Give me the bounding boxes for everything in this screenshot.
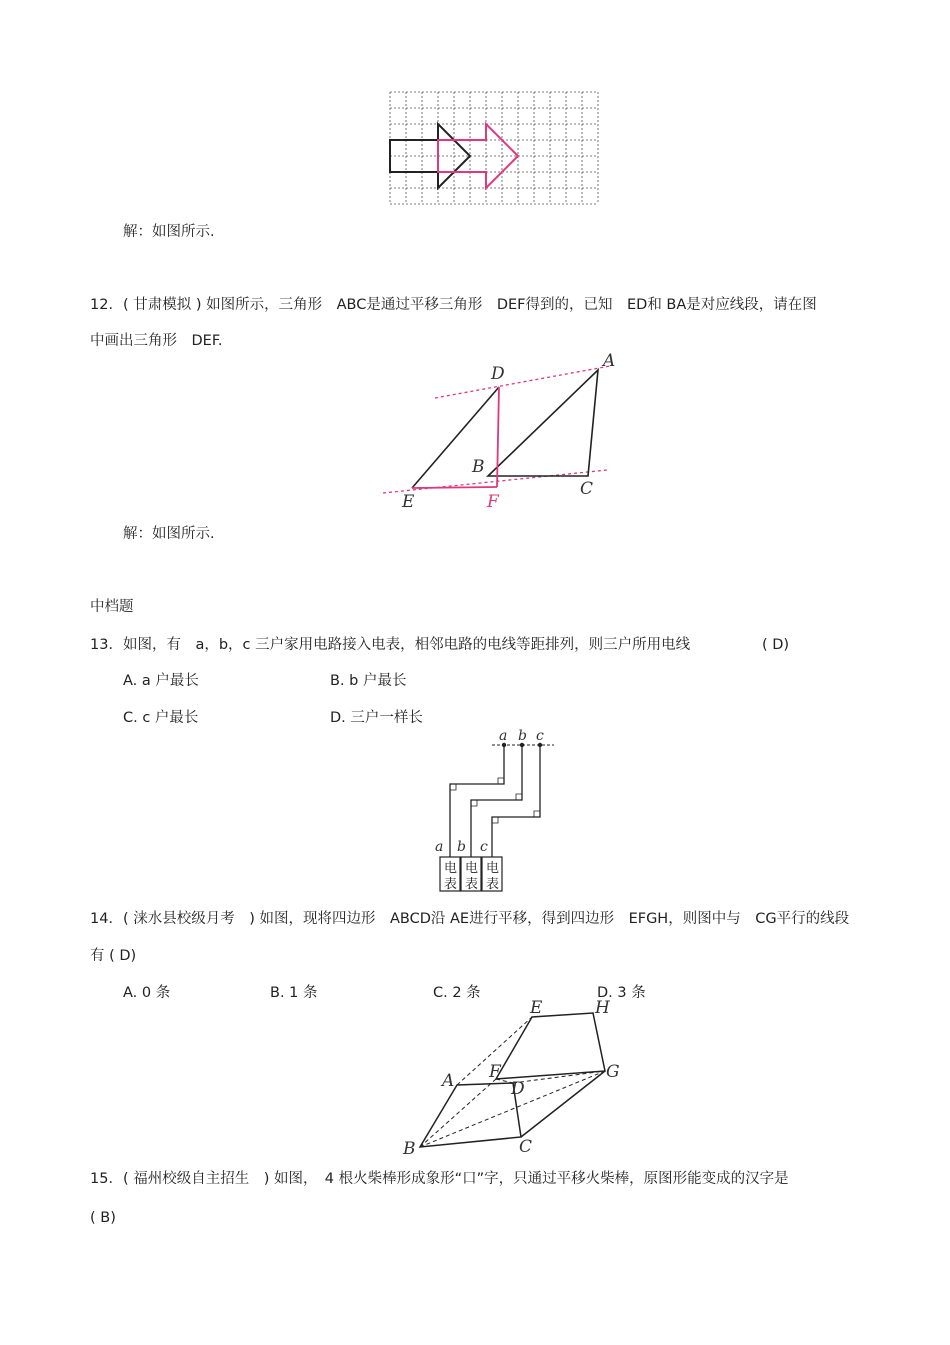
label-c: C xyxy=(519,1137,533,1157)
q13-option-c: C. c 户最长 xyxy=(123,710,199,726)
grid-lines xyxy=(390,92,598,204)
q11-grid-figure xyxy=(388,90,602,208)
label-b: B xyxy=(403,1139,416,1159)
meter-b-top: 电 xyxy=(465,861,479,876)
q14-option-d: D. 3 条 xyxy=(597,985,646,1001)
guide-line-top xyxy=(435,366,610,398)
segment-ed xyxy=(412,387,499,488)
label-f: F xyxy=(489,1062,501,1082)
label-g: G xyxy=(606,1062,620,1082)
segment-df xyxy=(497,387,499,487)
label-b-bottom: b xyxy=(457,839,466,855)
q14-option-b: B. 1 条 xyxy=(270,985,318,1001)
label-d: D xyxy=(511,1079,525,1099)
segment-cg xyxy=(521,1071,605,1137)
label-a-bottom: a xyxy=(435,839,444,855)
label-c-bottom: c xyxy=(480,839,488,855)
q13-circuit-figure xyxy=(430,726,560,894)
q14-line-2: 有 ( D) xyxy=(90,948,137,964)
q15-line-2: ( B) xyxy=(90,1210,116,1226)
q13-stem: 13．如图，有 a，b，c 三户家用电路接入电表，相邻电路的电线等距排列，则三户所用电线 xyxy=(90,637,691,653)
label-a: a xyxy=(499,728,508,744)
label-a: A xyxy=(603,351,616,371)
q15-line-1: 15．( 福州校级自主招生 ) 如图， 4 根火柴棒形成象形“口”字，只通过平移火柴棒，原图形能变成的汉字是 xyxy=(90,1171,789,1187)
meter-a-bottom: 表 xyxy=(444,877,458,892)
q13-option-d: D. 三户一样长 xyxy=(330,710,423,726)
segment-ef xyxy=(412,487,497,488)
label-c: c xyxy=(536,728,544,744)
meter-a-top: 电 xyxy=(444,861,458,876)
meter-c-bottom: 表 xyxy=(486,877,500,892)
meter-b-bottom: 表 xyxy=(465,877,479,892)
q14-option-c: C. 2 条 xyxy=(433,985,481,1001)
section-title: 中档题 xyxy=(90,599,134,615)
label-h: H xyxy=(595,998,610,1018)
label-a: A xyxy=(442,1071,455,1091)
label-f: F xyxy=(487,492,499,512)
wire-b xyxy=(471,745,522,857)
q12-line-1: 12．( 甘肃模拟 ) 如图所示，三角形 ABC是通过平移三角形 DEF得到的，已知 ED和 BA是对应线段，请在图 xyxy=(90,297,817,313)
label-c: C xyxy=(580,479,594,499)
q12-line-2: 中画出三角形 DEF. xyxy=(90,333,223,349)
quad-abcd xyxy=(420,1083,521,1147)
q14-option-a: A. 0 条 xyxy=(123,985,171,1001)
label-d: D xyxy=(491,364,505,384)
q12-answer: 解：如图所示. xyxy=(123,526,215,542)
q13-option-a: A. a 户最长 xyxy=(123,673,199,689)
meter-c-top: 电 xyxy=(486,861,500,876)
label-e: E xyxy=(530,998,543,1018)
q13-answer: ( D) xyxy=(762,637,790,653)
label-b: b xyxy=(518,728,527,744)
q13-option-b: B. b 户最长 xyxy=(330,673,407,689)
quad-efgh xyxy=(496,1013,605,1079)
label-e: E xyxy=(402,492,415,512)
wire-c xyxy=(492,745,540,857)
triangle-abc xyxy=(488,370,598,476)
q14-line-1: 14．( 涞水县校级月考 ) 如图，现将四边形 ABCD沿 AE进行平移，得到四边形 EFGH，则图中与 CG平行的线段 xyxy=(90,911,850,927)
label-b: B xyxy=(472,457,485,477)
q14-quadrilateral-figure xyxy=(400,995,630,1160)
q12-triangle-figure xyxy=(375,350,625,515)
q11-answer: 解：如图所示. xyxy=(123,224,215,240)
